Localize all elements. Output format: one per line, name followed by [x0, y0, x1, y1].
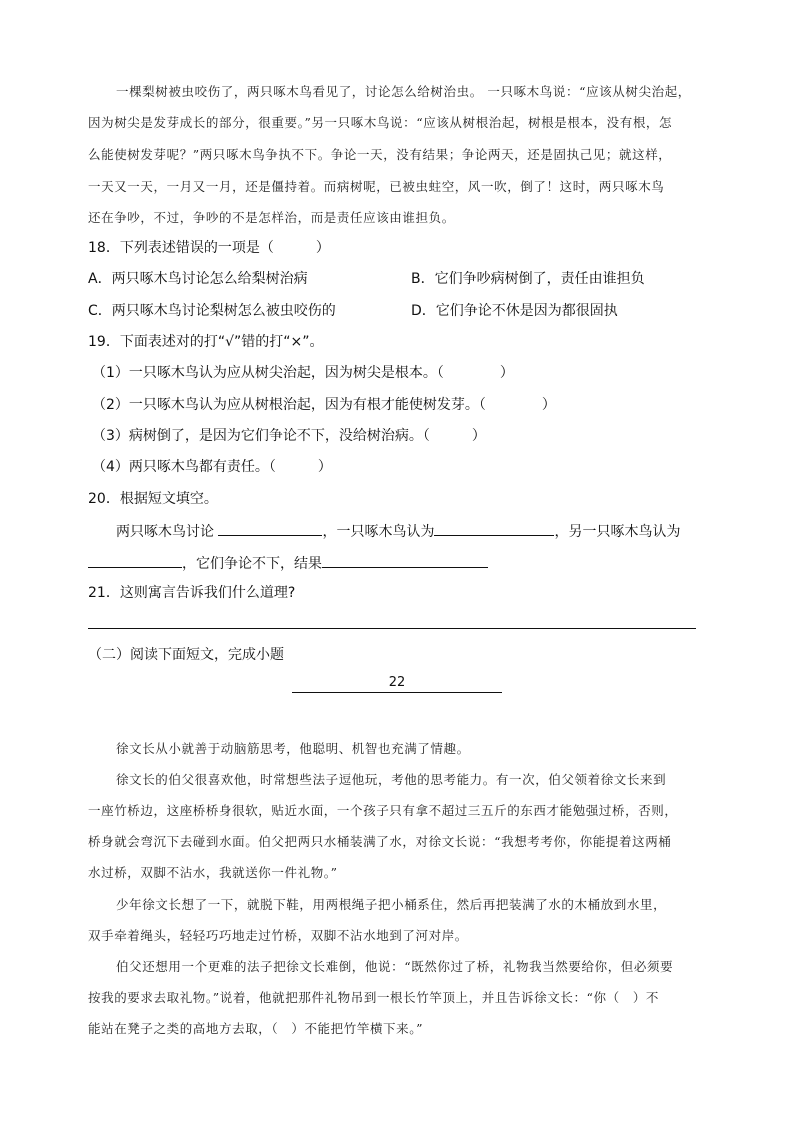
passage2-line: 桥身就会弯沉下去碰到水面。伯父把两只水桶装满了水，对徐文长说：“我想考考你，你能提着这两桶: [88, 834, 672, 849]
fill-text: ，另一只啄木鸟认为: [554, 524, 681, 540]
passage2-line: 一座竹桥边，这座桥桥身很软，贴近水面，一个孩子只有拿不超过三五斤的东西才能勉强过桥，否则，: [88, 803, 678, 818]
passage2-line: 徐文长从小就善于动脑筋思考，他聪明、机智也充满了情趣。: [116, 741, 470, 756]
question-18-option-d[interactable]: D．它们争论不休是因为都很固执: [411, 303, 618, 319]
question-19-item-1[interactable]: （1）一只啄木鸟认为应从树尖治起，因为树尖是根本。（ ）: [92, 365, 514, 381]
question-18-option-a[interactable]: A．两只啄木鸟讨论怎么给梨树治病: [88, 271, 308, 287]
passage2-line: 能站在凳子之类的高地方去取，（ ）不能把竹竿横下来。”: [88, 1021, 424, 1036]
answer-line[interactable]: [88, 628, 696, 629]
question-18-option-b[interactable]: B．它们争吵病树倒了，责任由谁担负: [411, 271, 645, 287]
passage1-line: 一棵梨树被虫咬伤了，两只啄木鸟看见了，讨论怎么给树治虫。 一只啄木鸟说：“应该从树尖治起，: [116, 84, 691, 99]
passage1-line: 么能使树发芽呢？”两只啄木鸟争执不下。争论一天，没有结果；争论两天，还是固执己见；就这样，: [88, 147, 672, 162]
question-19-item-2[interactable]: （2）一只啄木鸟认为应从树根治起，因为有根才能使树发芽。（ ）: [92, 397, 556, 413]
question-19-item-3[interactable]: （3）病树倒了，是因为它们争论不下，没给树治病。（ ）: [92, 428, 486, 444]
fill-blank-3[interactable]: [88, 552, 182, 568]
question-20-line-1: [116, 520, 680, 542]
section-heading: （二）阅读下面短文，完成小题: [88, 647, 284, 663]
fill-blank-2[interactable]: [434, 520, 554, 536]
passage2-line: 少年徐文长想了一下，就脱下鞋，用两根绳子把小桶系住，然后再把装满了水的木桶放到水里，: [116, 897, 667, 912]
question-18-option-c[interactable]: C．两只啄木鸟讨论梨树怎么被虫咬伤的: [88, 303, 336, 319]
question-19-item-4[interactable]: （4）两只啄木鸟都有责任。（ ）: [92, 459, 332, 475]
question-21-stem: 21．这则寓言告诉我们什么道理?: [88, 585, 296, 601]
question-20-stem: 20．根据短文填空。: [88, 491, 218, 507]
passage1-line: 还在争吵，不过，争吵的不是怎样治，而是责任应该由谁担负。: [88, 210, 455, 225]
fill-blank-1[interactable]: [218, 520, 322, 536]
passage-title-blank[interactable]: 22: [292, 674, 502, 693]
passage2-line: 按我的要求去取礼物。”说着，他就把那件礼物吊到一根长竹竿顶上，并且告诉徐文长：“你（ ）不: [88, 990, 660, 1005]
passage1-line: 因为树尖是发芽成长的部分，很重要。”另一只啄木鸟说：“应该从树根治起，树根是根本，没有根，怎: [88, 115, 673, 130]
question-20-line-2: [88, 552, 488, 574]
passage2-line: 双手牵着绳头，轻轻巧巧地走过竹桥，双脚不沾水地到了河对岸。: [88, 928, 468, 943]
question-19-stem: 19．下面表述对的打“√”错的打“×”。: [88, 334, 324, 350]
fill-text: ，它们争论不下，结果: [182, 556, 322, 572]
passage1-line: 一天又一天，一月又一月，还是僵持着。而病树呢，已被虫蛀空，风一吹，倒了！这时，两只啄木鸟: [88, 179, 665, 194]
question-18-stem: 18．下列表述错误的一项是（ ）: [88, 240, 330, 256]
fill-blank-4[interactable]: [322, 552, 488, 568]
fill-text: 两只啄木鸟讨论: [116, 524, 219, 540]
fill-text: ，一只啄木鸟认为: [322, 524, 435, 540]
passage2-line: 水过桥，双脚不沾水，我就送你一件礼物。”: [88, 865, 338, 880]
passage2-line: 徐文长的伯父很喜欢他，时常想些法子逗他玩，考他的思考能力。有一次，伯父领着徐文长来到: [116, 772, 667, 787]
passage2-line: 伯父还想用一个更难的法子把徐文长难倒，他说：“既然你过了桥，礼物我当然要给你，但必须要: [116, 959, 674, 974]
